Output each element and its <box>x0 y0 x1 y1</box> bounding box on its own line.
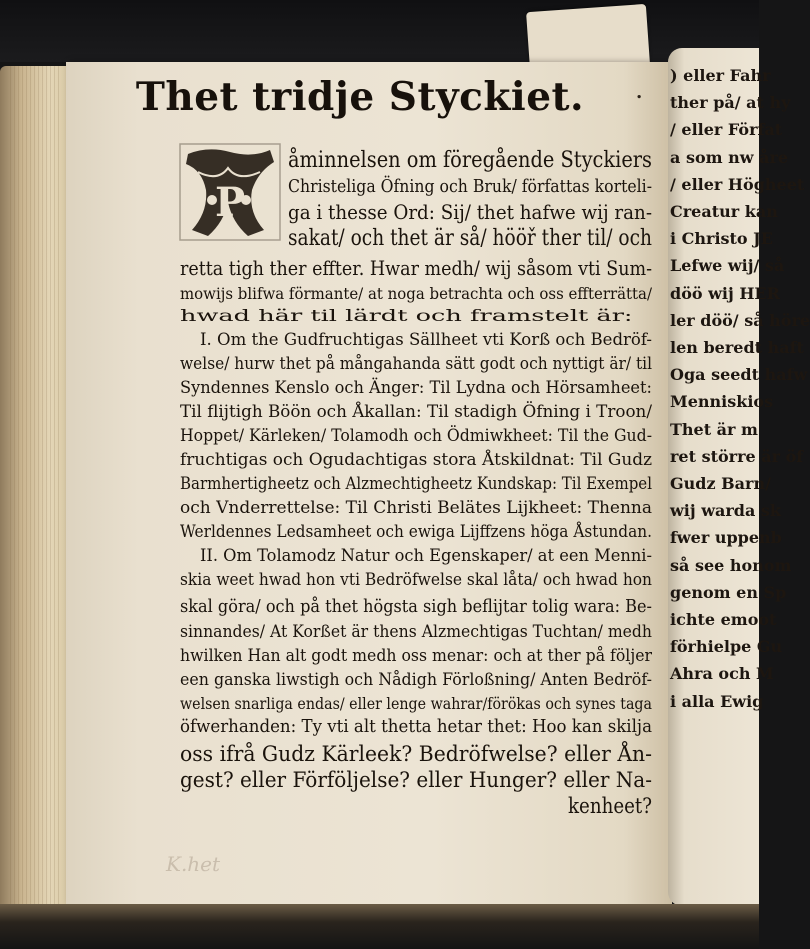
text-line: retta tigh ther effter. Hwar medh/ wij såsom vti Sum- <box>180 256 652 280</box>
text-line: II. Om Tolamodz Natur och Egenskaper/ at een Menni- <box>200 546 652 566</box>
text-line: sakat/ och thet är så/ hööř ther til/ och <box>288 226 652 251</box>
facing-line: ret större är öf <box>670 446 804 466</box>
bleed-through-text: K.het <box>166 852 221 876</box>
text-line: och Vnderrettelse: Til Christi Belätes Lijkheet: Thenna <box>180 498 652 518</box>
text-line: Barmhertigheetz och Alzmechtigheetz Kundskap: Til Exempel <box>180 474 652 494</box>
text-line: welsen snarliga endas/ eller lenge wahrar/förökas och synes taga <box>180 694 652 713</box>
facing-line: förhielpe Gu <box>670 637 783 657</box>
text-line: Werldennes Ledsamheet och ewiga Lijffzens höga Åstundan. <box>180 522 652 542</box>
text-line: Til flijtigh Böön och Åkallan: Til stadigh Öfning i Troon/ <box>180 402 652 422</box>
facing-line: i alla Ewig <box>670 691 764 711</box>
facing-line: / eller Högheet <box>670 174 805 194</box>
facing-line: len beredt haft <box>670 338 804 357</box>
facing-line: ther på/ at hy <box>670 93 791 113</box>
facing-line: Lefwe wij/ så <box>670 256 785 276</box>
text-line: kenheet? <box>568 794 652 818</box>
facing-line: så see honom <box>670 555 792 575</box>
facing-line: ) eller Fahr <box>670 66 771 85</box>
page-mark: . <box>636 82 643 103</box>
text-line: welse/ hurw thet på mångahanda sätt godt och nyttigt är/ til <box>180 354 652 374</box>
facing-line: Creatur kan <box>670 202 778 221</box>
text-line: een ganska liwstigh och Nådigh Förloßning/ Anten Bedröf- <box>180 670 652 690</box>
text-line: I. Om the Gudfruchtigas Sällheet vti Korß och Bedröf- <box>200 330 652 350</box>
text-line: skal göra/ och på thet högsta sigh beflijtar tolig wara: Be- <box>180 596 652 617</box>
facing-line: Oga seedt hafw <box>670 365 808 385</box>
facing-line: ler döö/ så höre <box>670 310 810 330</box>
text-line: gest? eller Förföljelse? eller Hunger? eller Na- <box>180 768 652 792</box>
facing-line: genom en Sp <box>670 582 787 602</box>
text-line: Hoppet/ Kärleken/ Tolamodh och Ödmiwkheet: Til the Gud- <box>180 426 652 446</box>
text-line: sinnandes/ At Korßet är thens Alzmechtigas Tuchtan/ medh <box>180 622 652 642</box>
facing-line: wij warda sk <box>670 501 781 521</box>
text-line: ga i thesse Ord: Sij/ thet hafwe wij ran- <box>288 200 652 224</box>
text-line: Syndennes Kenslo och Änger: Til Lydna och Hörsamheet: <box>180 378 652 398</box>
text-line: öfwerhanden: Ty vti alt thetta hetar thet: Hoo kan skilja <box>180 716 652 737</box>
page-title: Thet tridje Styckiet. <box>135 74 585 120</box>
facing-line: / eller Förfat <box>670 120 783 140</box>
facing-line: Menniskios <box>670 392 774 412</box>
facing-line: döö wij HER <box>670 283 780 303</box>
book-cover-bottom <box>0 904 759 949</box>
text-line: hwilken Han alt godt medh oss menar: och at ther på följer <box>180 646 652 666</box>
text-line: oss ifrå Gudz Kärleek? Bedröfwelse? eller Ån- <box>180 742 652 766</box>
text-line: hwad här til lärdt och framstelt är: <box>180 306 633 325</box>
drop-cap-letter: P <box>214 179 246 226</box>
facing-line: i Christo JE <box>670 229 773 249</box>
facing-line: Gudz Barn/ <box>670 474 771 493</box>
text-line: skia weet hwad hon vti Bedröfwelse skal låta/ och hwad hon <box>180 570 652 590</box>
facing-line: a som nw åre <box>670 147 789 167</box>
facing-line: Ahra och M <box>670 664 774 684</box>
facing-line: Thet är m <box>670 419 758 439</box>
text-line: åminnelsen om föregående Styckiers <box>288 148 652 173</box>
facing-line: fwer uppenb <box>670 528 782 548</box>
facing-line: ichte emoot <box>670 610 777 629</box>
text-line: Christeliga Öfning och Bruk/ författas korteli- <box>288 176 652 197</box>
text-line: fruchtigas och Ogudachtigas stora Åtskildnat: Til Gudz <box>180 450 652 470</box>
facing-page <box>668 48 810 906</box>
text-line: mowijs blifwa förmante/ at noga betrachta och oss effterrätta/ <box>180 284 652 303</box>
